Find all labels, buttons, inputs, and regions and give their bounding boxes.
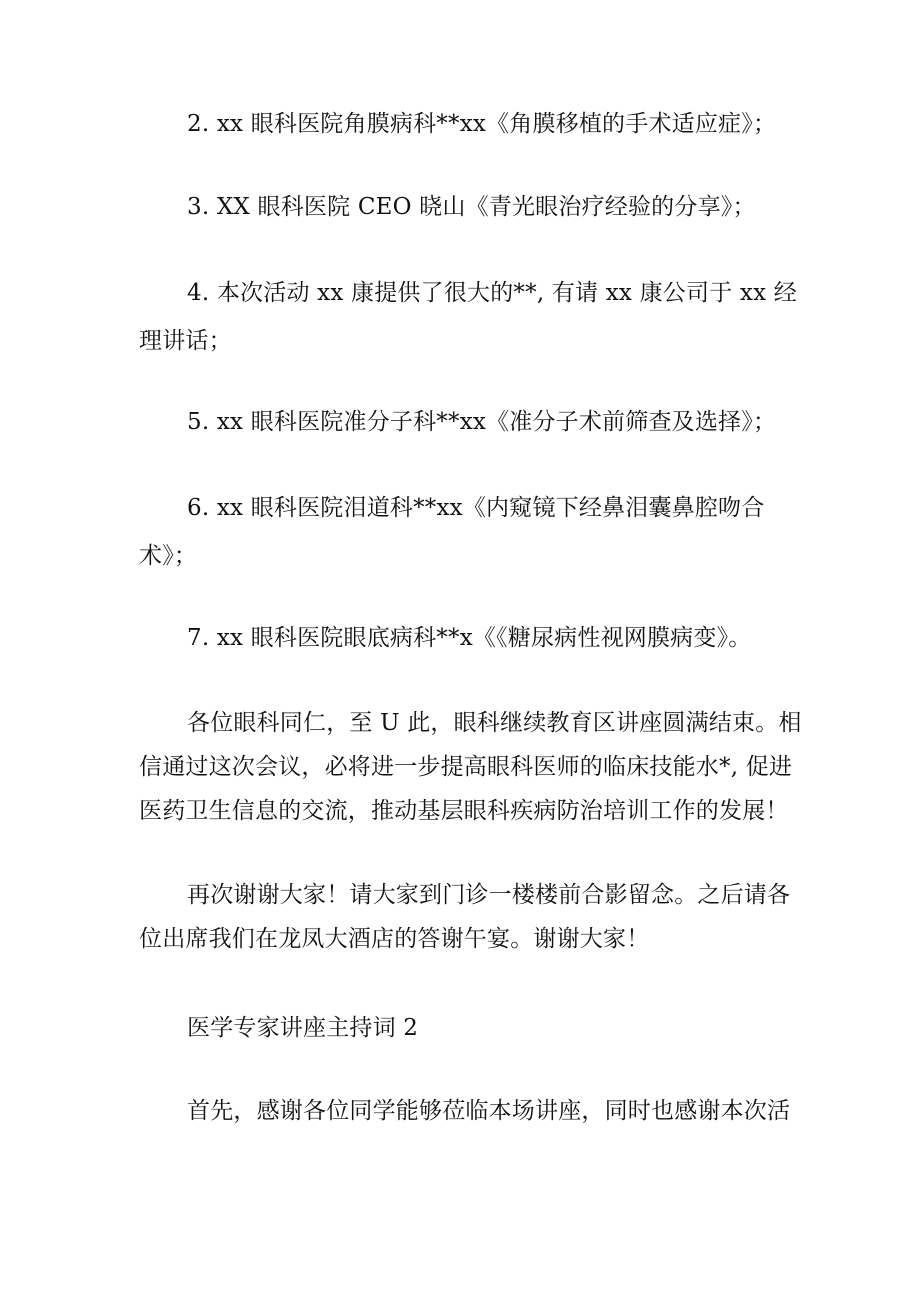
agenda-item-3: 3. XX 眼科医院 CEO 晓山《青光眼治疗经验的分享》； [187,194,756,220]
agenda-item-4-continuation: 理讲话； [139,328,232,354]
section-title: 医学专家讲座主持词 2 [187,1015,419,1041]
agenda-item-5: 5. xx 眼科医院准分子科**xx《准分子术前筛查及选择》； [187,409,777,435]
thanks-paragraph-line-1: 再次谢谢大家！请大家到门诊一楼楼前合影留念。之后请各 [187,882,791,908]
intro-paragraph-line-1: 首先，感谢各位同学能够莅临本场讲座，同时也感谢本次活 [187,1098,791,1124]
agenda-item-2: 2. xx 眼科医院角膜病科**xx《角膜移植的手术适应症》； [187,111,777,137]
agenda-item-7: 7. xx 眼科医院眼底病科**x《《糖尿病性视网膜病变》。 [187,625,752,651]
closing-paragraph-line-3: 医药卫生信息的交流，推动基层眼科疾病防治培训工作的发展！ [139,798,789,824]
agenda-item-4: 4. 本次活动 xx 康提供了很大的**, 有请 xx 康公司于 xx 经 [187,280,797,306]
agenda-item-6: 6. xx 眼科医院泪道科**xx《内窥镜下经鼻泪囊鼻腔吻合 [187,495,765,521]
thanks-paragraph-line-2: 位出席我们在龙凤大酒店的答谢午宴。谢谢大家！ [139,926,650,952]
closing-paragraph-line-2: 信通过这次会议，必将进一步提高眼科医师的临床技能水*, 促进 [139,754,793,780]
closing-paragraph-line-1: 各位眼科同仁，至 U 此，眼科继续教育区讲座圆满结束。相 [187,710,802,736]
agenda-item-6-continuation: 术》； [139,543,198,569]
